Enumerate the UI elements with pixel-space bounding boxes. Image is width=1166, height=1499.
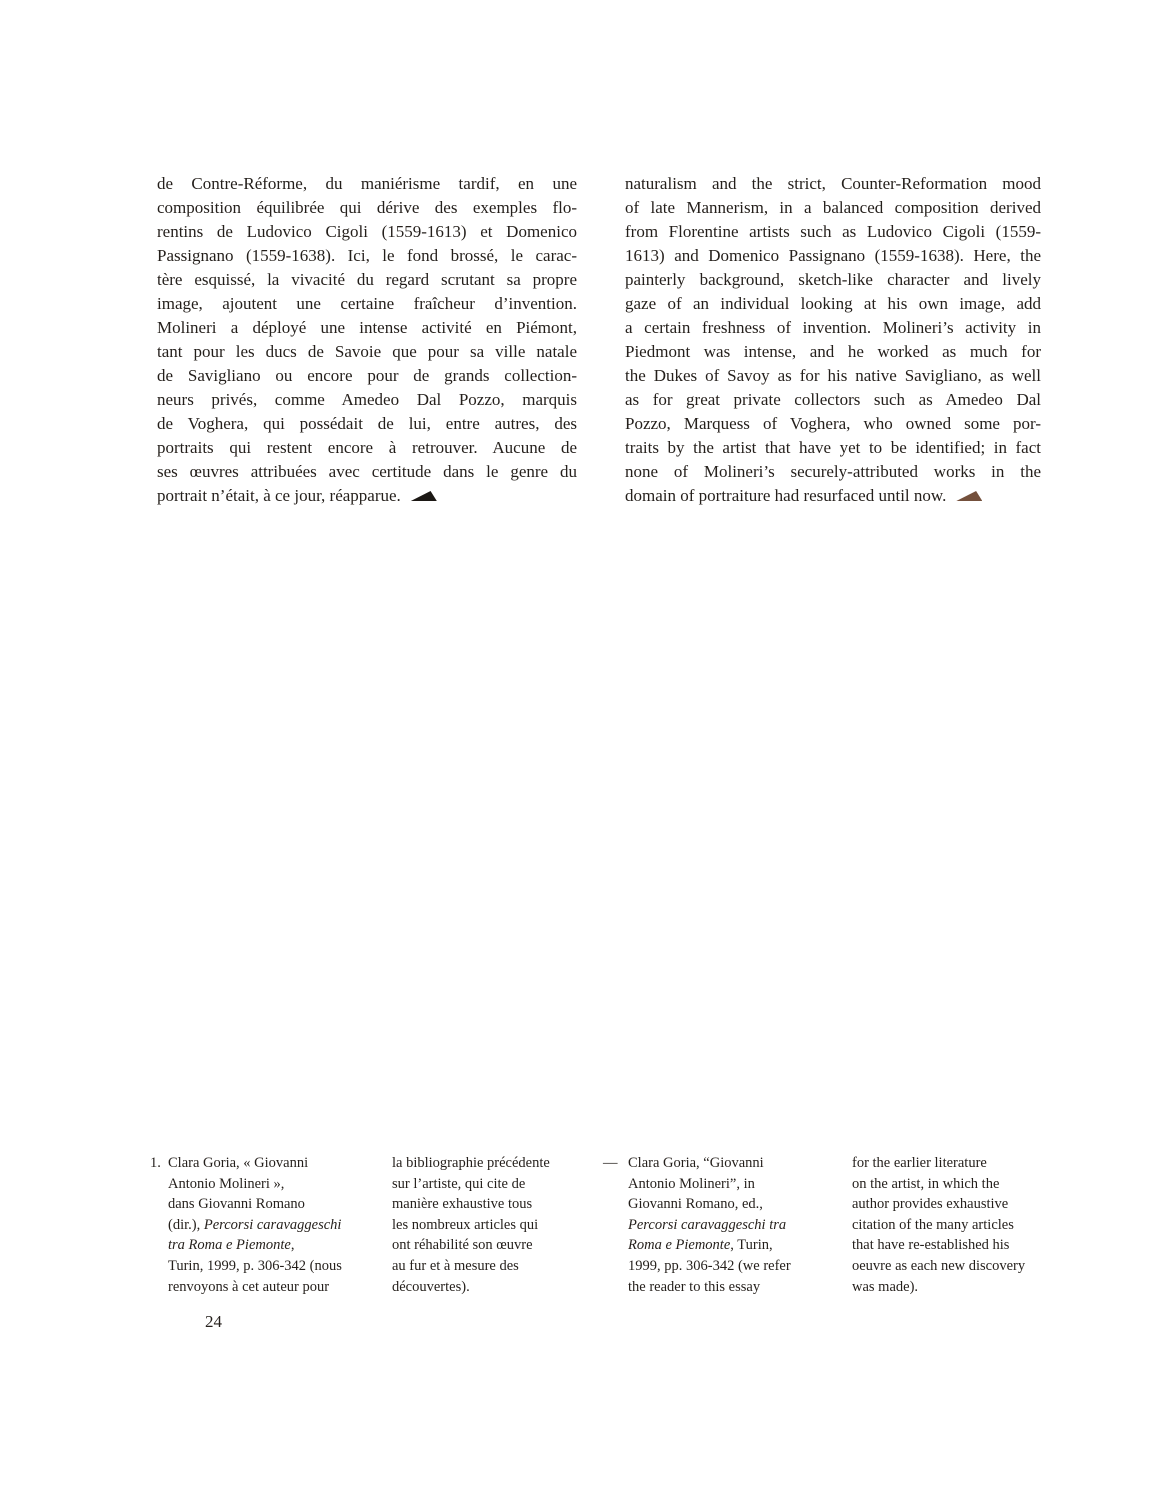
text-line: Piedmont was intense, and he worked as much for bbox=[625, 342, 1041, 361]
text-line: composition équilibrée qui dérive des exemples flo- bbox=[157, 198, 577, 217]
text-line: de Savigliano ou encore pour de grands collection- bbox=[157, 366, 577, 385]
text-line: image, ajoutent une certaine fraîcheur d’invention. bbox=[157, 294, 577, 313]
footnote-line: oeuvre as each new discovery bbox=[852, 1257, 1026, 1274]
footnote-line: découvertes). bbox=[392, 1278, 470, 1295]
footnote-line: renvoyons à cet auteur pour bbox=[168, 1278, 330, 1295]
footnote-line: Antonio Molineri », bbox=[168, 1175, 285, 1192]
text-line: naturalism and the strict, Counter-Reformation mood bbox=[625, 174, 1041, 193]
text-line: Molineri a déployé une intense activité en Piémont, bbox=[157, 318, 577, 337]
text-line: ses œuvres attribuées avec certitude dans le genre du bbox=[157, 462, 577, 481]
footnote-line: citation of the many articles bbox=[852, 1216, 1014, 1233]
footnote-line: on the artist, in which the bbox=[852, 1175, 1000, 1192]
text-line: de Contre-Réforme, du maniérisme tardif, en une bbox=[157, 174, 577, 193]
paragraph-end-wedge-icon bbox=[411, 491, 437, 501]
page-number: 24 bbox=[205, 1312, 222, 1331]
text-line: domain of portraiture had resurfaced until now. bbox=[625, 484, 1041, 508]
text-line: de Voghera, qui possédait de lui, entre autres, des bbox=[157, 414, 577, 433]
footnote-french-part1-lines bbox=[168, 1153, 356, 1297]
footnote-line: les nombreux articles qui bbox=[392, 1216, 539, 1233]
footnote-line: ont réhabilité son œuvre bbox=[392, 1237, 533, 1254]
text-line: 1613) and Domenico Passignano (1559-1638). Here, the bbox=[625, 246, 1041, 265]
footnote-line: for the earlier literature bbox=[852, 1155, 987, 1171]
footnote-line: author provides exhaustive bbox=[852, 1196, 1009, 1213]
footnote-line: 1999, pp. 306-342 (we refer bbox=[628, 1257, 791, 1274]
footnote-dash: — bbox=[603, 1155, 618, 1171]
footnote-english-part1 bbox=[603, 1153, 815, 1297]
footnote-line: Turin, 1999, p. 306-342 (nous bbox=[168, 1257, 342, 1274]
footnote-line: was made). bbox=[852, 1278, 919, 1295]
text-line: a certain freshness of invention. Molineri’s activity in bbox=[625, 318, 1041, 337]
footnote-line: Roma e Piemonte, Turin, bbox=[628, 1237, 773, 1254]
text-line: as for great private collectors such as Amedeo Dal bbox=[625, 390, 1041, 409]
french-paragraph bbox=[157, 172, 577, 508]
footnote-english-part2-lines bbox=[852, 1153, 1052, 1297]
text-line: tant pour les ducs de Savoie que pour sa ville natale bbox=[157, 342, 577, 361]
text-line: Passignano (1559-1638). Ici, le fond brossé, le carac- bbox=[157, 246, 577, 265]
footnote-number: 1. bbox=[150, 1155, 161, 1171]
text-line: from Florentine artists such as Ludovico Cigoli (1559- bbox=[625, 222, 1041, 241]
text-line: traits by the artist that have yet to be identified; in fact bbox=[625, 438, 1041, 457]
text-line: portrait n’était, à ce jour, réapparue. bbox=[157, 484, 577, 508]
footnote-line: (dir.), Percorsi caravaggeschi bbox=[168, 1216, 342, 1233]
footnote-english-part2 bbox=[852, 1153, 1052, 1297]
footnote-french-part2 bbox=[392, 1153, 578, 1297]
footnote-line: tra Roma e Piemonte, bbox=[168, 1237, 295, 1254]
footnote-line: the reader to this essay bbox=[628, 1278, 761, 1295]
footnote-french-part1 bbox=[150, 1153, 356, 1297]
text-line: tère esquissé, la vivacité du regard scrutant sa propre bbox=[157, 270, 577, 289]
text-line: painterly background, sketch-like character and lively bbox=[625, 270, 1041, 289]
footnote-line: la bibliographie précédente bbox=[392, 1155, 550, 1171]
text-line: of late Mannerism, in a balanced composition derived bbox=[625, 198, 1041, 217]
footnote-english-part1-lines bbox=[628, 1153, 815, 1297]
footnote-line: Percorsi caravaggeschi tra bbox=[628, 1216, 787, 1233]
footnote-line: Clara Goria, « Giovanni bbox=[168, 1155, 309, 1171]
footnote-line: sur l’artiste, qui cite de bbox=[392, 1175, 526, 1192]
footnote-line: dans Giovanni Romano bbox=[168, 1196, 305, 1213]
footnote-line: manière exhaustive tous bbox=[392, 1196, 533, 1213]
footnote-line: Antonio Molineri”, in bbox=[628, 1175, 755, 1192]
footnote-line: au fur et à mesure des bbox=[392, 1257, 519, 1274]
paragraph-end-wedge-icon bbox=[956, 491, 982, 501]
footnote-french-part2-lines bbox=[392, 1153, 578, 1297]
footnote-line: that have re-established his bbox=[852, 1237, 1010, 1254]
text-line: the Dukes of Savoy as for his native Savigliano, as well bbox=[625, 366, 1041, 385]
text-line: none of Molineri’s securely-attributed works in the bbox=[625, 462, 1041, 481]
english-paragraph bbox=[625, 172, 1041, 508]
footnote-line: Giovanni Romano, ed., bbox=[628, 1196, 763, 1213]
text-line: rentins de Ludovico Cigoli (1559-1613) et Domenico bbox=[157, 222, 577, 241]
footnote-line: Clara Goria, “Giovanni bbox=[628, 1155, 764, 1171]
text-line: portraits qui restent encore à retrouver. Aucune de bbox=[157, 438, 577, 457]
text-line: neurs privés, comme Amedeo Dal Pozzo, marquis bbox=[157, 390, 577, 409]
text-line: Pozzo, Marquess of Voghera, who owned some por- bbox=[625, 414, 1041, 433]
text-line: gaze of an individual looking at his own image, add bbox=[625, 294, 1041, 313]
